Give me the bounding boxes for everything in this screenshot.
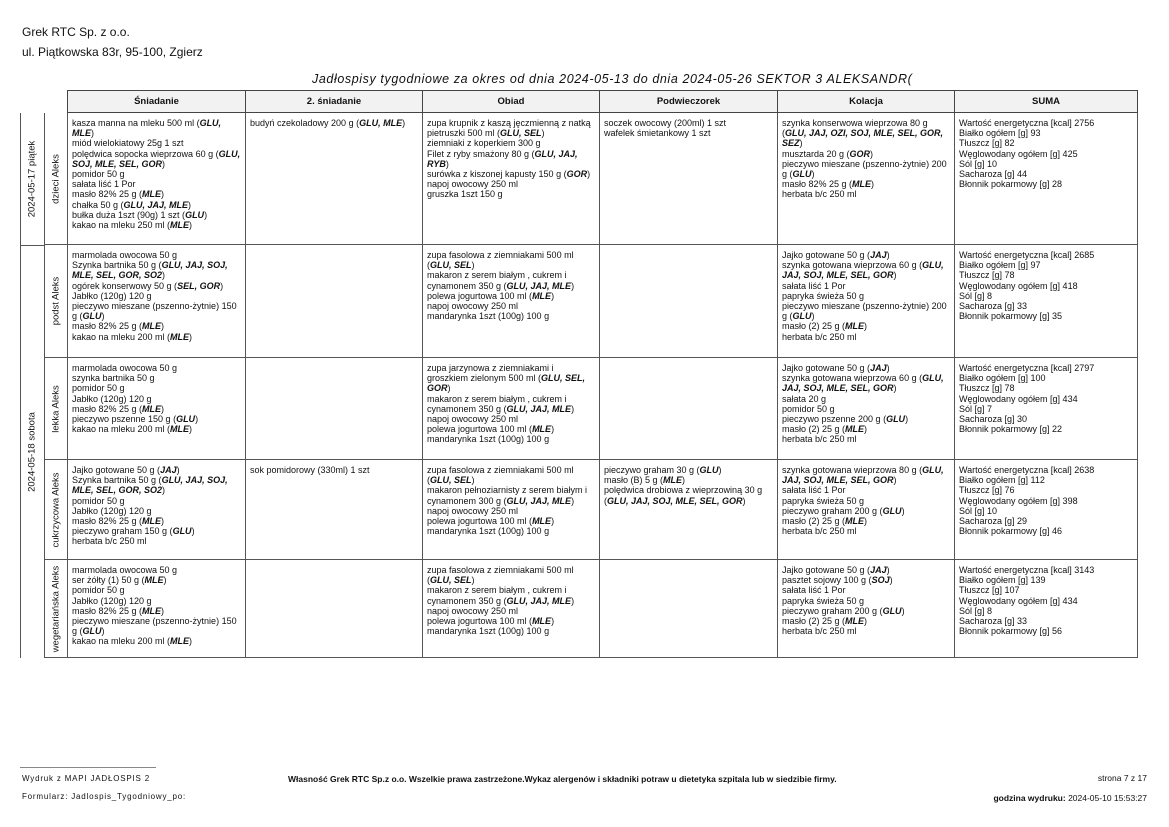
diet-label <box>44 245 67 358</box>
cell-kolacja: szynka konserwowa wieprzowa 80 g (GLU, JAJ, OZI, SOJ, MLE, SEL, GOR, SEZ) musztarda 20 g (GOR) pieczywo mieszane (pszenno-żytnie) 200 g (GLU) masło 82% 25 g (MLE) herbata b/c 250 ml <box>777 113 954 245</box>
cell-sniadanie: marmolada owocowa 50 g Szynka bartnika 50 g (GLU, JAJ, SOJ, MLE, SEL, GOR, SO2) ogórek konserwowy 50 g (SEL, GOR) Jabłko (120g) 120 g pieczywo mieszane (pszenno-żytnie) 150 g (GLU) masło 82% 25 g (MLE) kakao na mleku 200 ml (MLE) <box>67 245 245 358</box>
company-name: Grek RTC Sp. z o.o. <box>22 25 130 39</box>
cell-podwieczorek: pieczywo graham 30 g (GLU) masło (B) 5 g (MLE) polędwica drobiowa z wieprzowiną 30 g (GLU, JAJ, SOJ, MLE, SEL, GOR) <box>599 460 777 560</box>
cell-sniadanie: marmolada owocowa 50 g ser żółty (1) 50 g (MLE) pomidor 50 g Jabłko (120g) 120 g masło 82% 25 g (MLE) pieczywo mieszane (pszenno-żytnie) 150 g (GLU) kakao na mleku 200 ml (MLE) <box>67 560 245 658</box>
cell-2-sniadanie <box>245 560 422 658</box>
diet-label-text: podst Aleks <box>50 276 62 326</box>
cell-podwieczorek: soczek owocowy (200ml) 1 szt wafelek śmietankowy 1 szt <box>599 113 777 245</box>
col-header-sniadanie: Śniadanie <box>67 90 245 113</box>
date-label <box>20 113 44 245</box>
footer-ownership: Własność Grek RTC Sp.z o.o. Wszelkie prawa zastrzeżone.Wykaz alergenów i składniki potraw u dietetyka szpitala lub w siedzibie firmy. <box>288 774 837 784</box>
cell-podwieczorek <box>599 560 777 658</box>
date-text: 2024-05-17 piątek <box>26 140 38 218</box>
cell-podwieczorek <box>599 358 777 460</box>
col-header-obiad: Obiad <box>422 90 599 113</box>
cell-kolacja: Jajko gotowane 50 g (JAJ) szynka gotowana wieprzowa 60 g (GLU, JAJ, SOJ, MLE, SEL, GOR) sałata liść 1 Por papryka świeża 50 g pieczywo mieszane (pszenno-żytnie) 200 g (GLU) masło (2) 25 g (MLE) herbata b/c 250 ml <box>777 245 954 358</box>
col-header-2-sniadanie: 2. śniadanie <box>245 90 422 113</box>
print-time-value: 2024-05-10 15:53:27 <box>1068 793 1147 803</box>
cell-2-sniadanie <box>245 358 422 460</box>
print-time-label: godzina wydruku: <box>993 793 1066 803</box>
diet-label <box>44 560 67 658</box>
diet-label-text: dzieci Aleks <box>50 153 62 204</box>
cell-kolacja: Jajko gotowane 50 g (JAJ) pasztet sojowy 100 g (SOJ) sałata liść 1 Por papryka świeża 50 g pieczywo graham 200 g (GLU) masło (2) 25 g (MLE) herbata b/c 250 ml <box>777 560 954 658</box>
cell-kolacja: Jajko gotowane 50 g (JAJ) szynka gotowana wieprzowa 60 g (GLU, JAJ, SOJ, MLE, SEL, GOR) sałata 20 g pomidor 50 g pieczywo pszenne 200 g (GLU) masło (2) 25 g (MLE) herbata b/c 250 ml <box>777 358 954 460</box>
diet-label-text: lekka Aleks <box>50 384 62 433</box>
cell-2-sniadanie: budyń czekoladowy 200 g (GLU, MLE) <box>245 113 422 245</box>
page-title: Jadłospisy tygodniowe za okres od dnia 2024-05-13 do dnia 2024-05-26 SEKTOR 3 ALEKSANDR( <box>312 72 913 86</box>
col-header-podwieczorek: Podwieczorek <box>599 90 777 113</box>
diet-label-text: wegetariańska Aleks <box>50 565 62 652</box>
cell-2-sniadanie: sok pomidorowy (330ml) 1 szt <box>245 460 422 560</box>
cell-sniadanie: kasza manna na mleku 500 ml (GLU, MLE) miód wielokiatowy 25g 1 szt polędwica sopocka wieprzowa 60 g (GLU, SOJ, MLE, SEL, GOR) pomidor 50 g sałata liść 1 Por masło 82% 25 g (MLE) chałka 50 g (GLU, JAJ, MLE) bułka duża 1szt (90g) 1 szt (GLU) kakao na mleku 250 ml (MLE) <box>67 113 245 245</box>
footer-form: Formularz: Jadlospis_Tygodniowy_po: <box>22 792 187 801</box>
footer-source: Wydruk z MAPI JADŁOSPIS 2 <box>22 774 150 783</box>
cell-suma: Wartość energetyczna [kcal] 2685 Białko ogółem [g] 97 Tłuszcz [g] 78 Węglowodany ogółem [g] 418 Sól [g] 8 Sacharoza [g] 33 Błonnik pokarmowy [g] 35 <box>954 245 1138 358</box>
cell-obiad: zupa fasolowa z ziemniakami 500 ml (GLU, SEL) makaron z serem białym , cukrem i cynamonem 350 g (GLU, JAJ, MLE) napoj owocowy 250 ml polewa jogurtowa 100 ml (MLE) mandarynka 1szt (100g) 100 g <box>422 560 599 658</box>
cell-sniadanie: marmolada owocowa 50 g szynka bartnika 50 g pomidor 50 g Jabłko (120g) 120 g masło 82% 25 g (MLE) pieczywo pszenne 150 g (GLU) kakao na mleku 200 ml (MLE) <box>67 358 245 460</box>
date-text: 2024-05-18 sobota <box>26 411 38 492</box>
cell-suma: Wartość energetyczna [kcal] 2756 Białko ogółem [g] 93 Tłuszcz [g] 82 Węglowodany ogółem [g] 425 Sól [g] 10 Sacharoza [g] 44 Błonnik pokarmowy [g] 28 <box>954 113 1138 245</box>
col-header-kolacja: Kolacja <box>777 90 954 113</box>
footer-divider <box>20 767 156 768</box>
cell-obiad: zupa fasolowa z ziemniakami 500 ml (GLU, SEL) makaron pełnoziarnisty z serem białym i cynamonem 300 g (GLU, JAJ, MLE) napoj owocowy 250 ml polewa jogurtowa 100 ml (MLE) mandarynka 1szt (100g) 100 g <box>422 460 599 560</box>
date-label <box>20 245 44 658</box>
cell-podwieczorek <box>599 245 777 358</box>
cell-obiad: zupa krupnik z kaszą jęczmienną z natką pietruszki 500 ml (GLU, SEL) ziemniaki z koperkiem 300 g Filet z ryby smażony 80 g (GLU, JAJ, RYB) surówka z kiszonej kapusty 150 g (GOR) napoj owocowy 250 ml gruszka 1szt 150 g <box>422 113 599 245</box>
cell-obiad: zupa jarzynowa z ziemniakami i groszkiem zielonym 500 ml (GLU, SEL, GOR) makaron z serem białym , cukrem i cynamonem 350 g (GLU, JAJ, MLE) napoj owocowy 250 ml polewa jogurtowa 100 ml (MLE) mandarynka 1szt (100g) 100 g <box>422 358 599 460</box>
cell-obiad: zupa fasolowa z ziemniakami 500 ml (GLU, SEL) makaron z serem białym , cukrem i cynamonem 350 g (GLU, JAJ, MLE) polewa jogurtowa 100 ml (MLE) napoj owocowy 250 ml mandarynka 1szt (100g) 100 g <box>422 245 599 358</box>
page-number: strona 7 z 17 <box>1097 773 1147 783</box>
cell-suma: Wartość energetyczna [kcal] 3143 Białko ogółem [g] 139 Tłuszcz [g] 107 Węglowodany ogółem [g] 434 Sól [g] 8 Sacharoza [g] 33 Błonnik pokarmowy [g] 56 <box>954 560 1138 658</box>
cell-2-sniadanie <box>245 245 422 358</box>
cell-kolacja: szynka gotowana wieprzowa 80 g (GLU, JAJ, SOJ, MLE, SEL, GOR) sałata liść 1 Por papryka świeża 50 g pieczywo graham 200 g (GLU) masło (2) 25 g (MLE) herbata b/c 250 ml <box>777 460 954 560</box>
diet-label <box>44 113 67 245</box>
cell-sniadanie: Jajko gotowane 50 g (JAJ) Szynka bartnika 50 g (GLU, JAJ, SOJ, MLE, SEL, GOR, SO2) pomidor 50 g Jabłko (120g) 120 g masło 82% 25 g (MLE) pieczywo graham 150 g (GLU) herbata b/c 250 ml <box>67 460 245 560</box>
diet-label <box>44 358 67 460</box>
cell-suma: Wartość energetyczna [kcal] 2797 Białko ogółem [g] 100 Tłuszcz [g] 78 Węglowodany ogółem [g] 434 Sól [g] 7 Sacharoza [g] 30 Błonnik pokarmowy [g] 22 <box>954 358 1138 460</box>
diet-label <box>44 460 67 560</box>
print-time <box>993 793 1147 803</box>
diet-label-text: cukrzycowa Aleks <box>50 472 62 547</box>
cell-suma: Wartość energetyczna [kcal] 2638 Białko ogółem [g] 112 Tłuszcz [g] 76 Węglowodany ogółem [g] 398 Sól [g] 10 Sacharoza [g] 29 Błonnik pokarmowy [g] 46 <box>954 460 1138 560</box>
company-address: ul. Piątkowska 83r, 95-100, Zgierz <box>22 45 203 59</box>
col-header-suma: SUMA <box>954 90 1138 113</box>
